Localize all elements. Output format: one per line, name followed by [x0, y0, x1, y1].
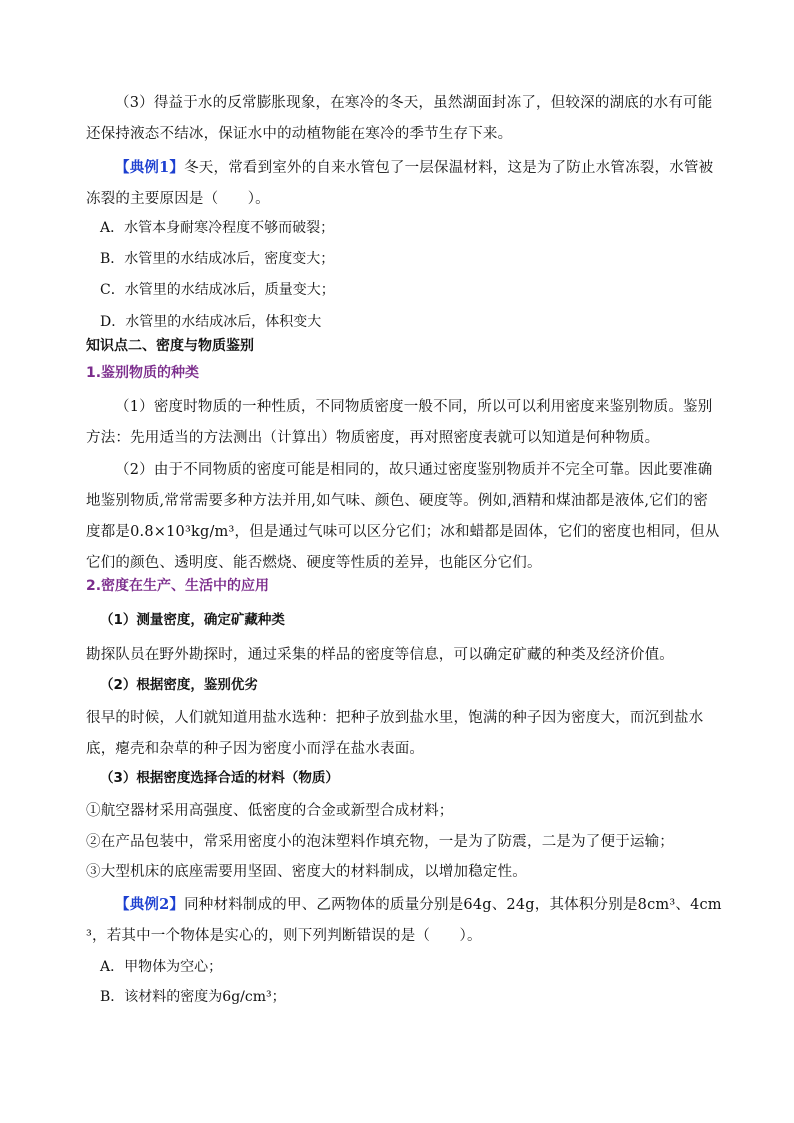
- example-1-option-d: D．水管里的水结成冰后，体积变大: [100, 314, 322, 330]
- example-1-question: [86, 152, 722, 215]
- material-item-3: ③大型机床的底座需要用坚固、密度大的材料制成，以增加稳定性。: [86, 864, 527, 880]
- section-2-paragraph-1: 勘探队员在野外勘探时，通过采集的样品的密度等信息，可以确定矿藏的种类及经济价值。: [86, 647, 674, 663]
- section-1-paragraph-2: （2）由于不同物质的密度可能是相同的，故只通过密度鉴别物质并不完全可靠。因此要准确地鉴别物质,常常需要多种方法并用,如气味、颜色、硬度等。例如,酒精和煤油都是液体,它们的密度都是0.8×10³kg/m³，但是通过气味可以区分它们；冰和蜡都是固体，它们的密度也相同，但从它们的颜色、透明度、能否燃烧、硬度等性质的差异，也能区分它们。: [86, 462, 720, 571]
- material-item-1: ①航空器材采用高强度、低密度的合金或新型合成材料；: [86, 803, 454, 819]
- example-2-text: 同种材料制成的甲、乙两物体的质量分别是64g、24g，其体积分别是8cm³、4cm³，若其中一个物体是实心的，则下列判断错误的是（ ）。: [86, 897, 722, 944]
- example-2-option-a: A．甲物体为空心；: [100, 959, 223, 975]
- section-1-title: 1.鉴别物质的种类: [86, 365, 200, 381]
- example-2-label: 【典例2】: [115, 896, 185, 913]
- section-2-title: 2.密度在生产、生活中的应用: [86, 578, 270, 594]
- knowledge-point-2-title: 知识点二、密度与物质鉴别: [86, 338, 254, 354]
- material-item-2: ②在产品包装中，常采用密度小的泡沫塑料作填充物，一是为了防震，二是为了便于运输；: [86, 834, 674, 850]
- section-2-subheading-1: （1）测量密度，确定矿藏种类: [100, 612, 285, 628]
- example-2-option-b: B．该材料的密度为6g/cm³；: [100, 989, 286, 1005]
- section-2-subheading-3: （3）根据密度选择合适的材料（物质）: [100, 770, 339, 786]
- example-1-option-b: B．水管里的水结成冰后，密度变大；: [100, 251, 335, 267]
- example-1-text: 冬天，常看到室外的自来水管包了一层保温材料，这是为了防止水管冻裂，水管被冻裂的主要原因是（ ）。: [86, 160, 714, 207]
- example-1-label: 【典例1】: [115, 159, 185, 176]
- paragraph-anomalous-expansion: （3）得益于水的反常膨胀现象，在寒冷的冬天，虽然湖面封冻了，但较深的湖底的水有可能还保持液态不结冰，保证水中的动植物能在寒冷的季节生存下来。: [86, 95, 713, 142]
- example-1-option-a: A．水管本身耐寒冷程度不够而破裂；: [100, 220, 335, 236]
- section-2-subheading-2: （2）根据密度，鉴别优劣: [100, 677, 258, 693]
- example-1-option-c: C．水管里的水结成冰后，质量变大；: [100, 282, 335, 298]
- section-1-paragraph-1: （1）密度时物质的一种性质，不同物质密度一般不同，所以可以利用密度来鉴别物质。鉴别方法：先用适当的方法测出（计算出）物质密度，再对照密度表就可以知道是何种物质。: [86, 399, 713, 446]
- section-2-paragraph-2: 很早的时候，人们就知道用盐水选种：把种子放到盐水里，饱满的种子因为密度大，而沉到盐水底，瘪壳和杂草的种子因为密度小而浮在盐水表面。: [86, 710, 704, 757]
- example-2-question: [86, 889, 722, 952]
